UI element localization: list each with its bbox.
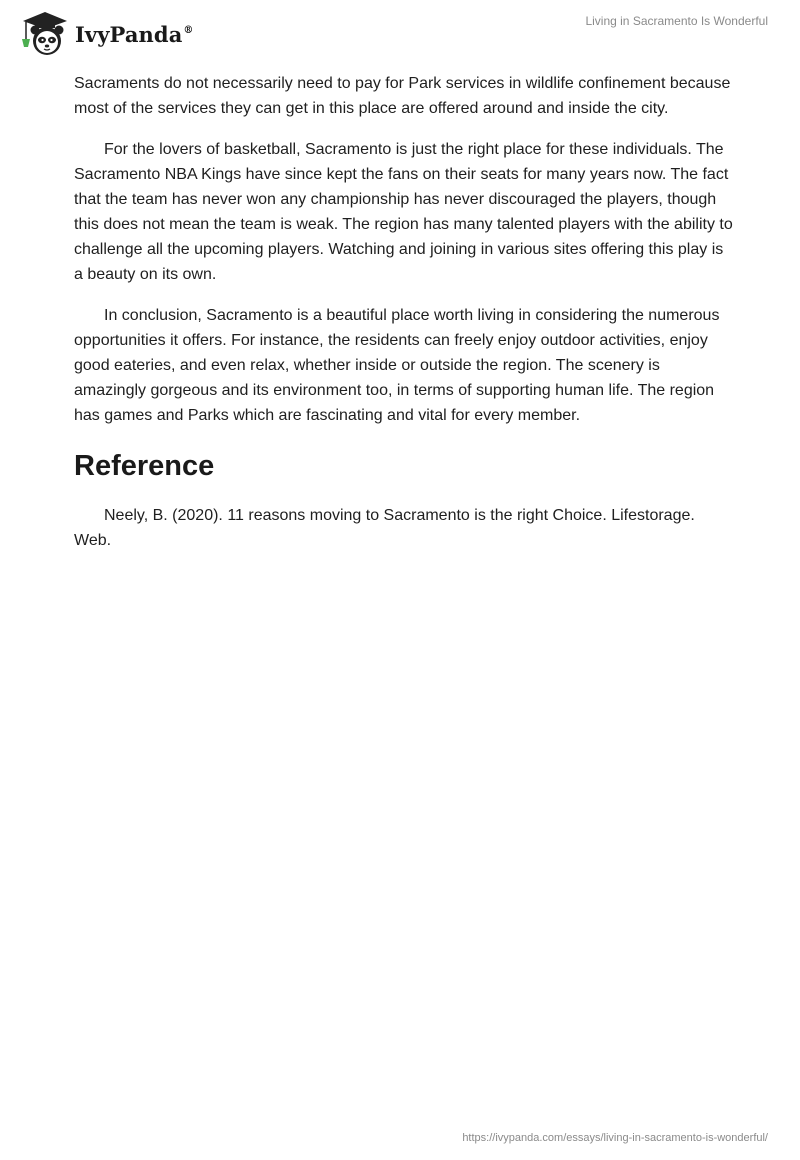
paragraph-2: For the lovers of basketball, Sacramento is just the right place for these individuals. The Sacramento NBA Kings have since kept the fans on their seats for many years now. The fact that the team has never won any championship has never discouraged the players, though this does not mean the team is weak. The region has many talented players with the ability to challenge all the upcoming players. Watching and joining in various sites offering this play is a beauty on its own. (74, 141, 733, 283)
reference-entry: Neely, B. (2020). 11 reasons moving to Sacramento is the right Choice. Lifestorage. Web. (74, 507, 695, 549)
registered-mark: ® (183, 24, 194, 36)
reference-heading: Reference (74, 450, 215, 482)
document-title: Living in Sacramento Is Wonderful (585, 14, 768, 28)
site-logo[interactable] (17, 9, 194, 57)
paragraph-3: In conclusion, Sacramento is a beautiful place worth living in considering the numerous opportunities it offers. For instance, the residents can freely enjoy outdoor activities, enjoy good eateries, and even relax, whether inside or outside the region. The scenery is amazingly gorgeous and its environment too, in terms of supporting human life. The region has games and Parks which are fascinating and vital for every member. (74, 307, 720, 424)
panda-graduate-logo-icon (17, 9, 73, 57)
source-url[interactable]: https://ivypanda.com/essays/living-in-sacramento-is-wonderful/ (462, 1132, 768, 1144)
essay-body (74, 71, 734, 569)
paragraph-1: Sacraments do not necessarily need to pay for Park services in wildlife confinement because most of the services they can get in this place are offered around and inside the city. (74, 75, 731, 117)
brand-name: IvyPanda® (75, 21, 194, 47)
